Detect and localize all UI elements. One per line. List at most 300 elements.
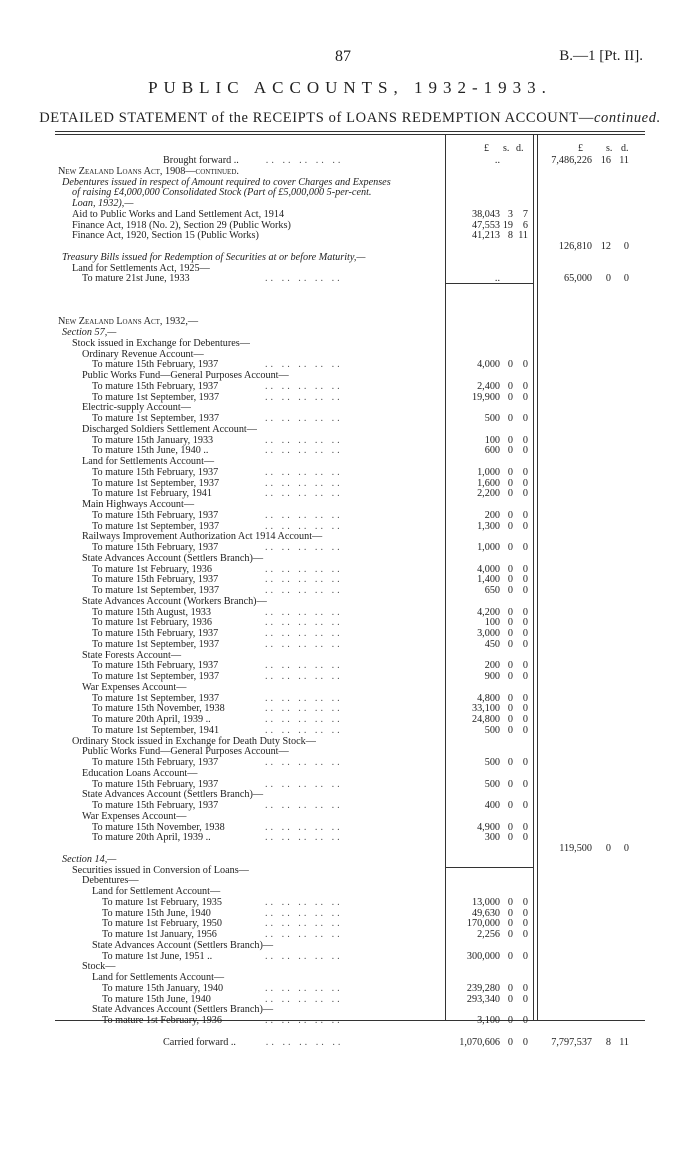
col1-amount-pounds: 38,043 bbox=[471, 208, 500, 220]
row-description: To mature 15th February, 1937 bbox=[92, 757, 219, 768]
col1-amount-pounds: 500 bbox=[484, 757, 500, 768]
col1-amount-shillings: 0 bbox=[507, 606, 513, 618]
col1-amount-shillings: 0 bbox=[507, 413, 513, 424]
ledger-row bbox=[0, 177, 700, 188]
col2-amount-pence: 11 bbox=[619, 1036, 629, 1048]
col2-amount-pence: 11 bbox=[619, 155, 629, 166]
leader-dots: .. .. .. .. .. bbox=[265, 606, 343, 618]
ledger-row bbox=[0, 725, 700, 736]
ledger-row bbox=[0, 736, 700, 747]
row-description: Land for Settlements Act, 1925— bbox=[72, 262, 210, 274]
ledger-row bbox=[0, 467, 700, 478]
col1-amount-pounds: 3,100 bbox=[477, 1015, 500, 1026]
col1-amount-pence: 0 bbox=[522, 778, 528, 790]
leader-dots: .. .. .. .. .. bbox=[265, 520, 343, 532]
col1-amount-pence: 0 bbox=[522, 445, 528, 457]
col1-amount-pounds: 1,600 bbox=[477, 477, 500, 489]
row-description: To mature 1st February, 1935 bbox=[102, 896, 222, 908]
row-description: Section 14,— bbox=[62, 853, 117, 865]
col1-pence-header: d. bbox=[516, 143, 524, 154]
ledger-row bbox=[0, 843, 700, 854]
row-description: To mature 1st February, 1941 bbox=[92, 488, 212, 500]
col1-amount-pounds: 500 bbox=[484, 724, 500, 736]
col1-amount-pounds: 1,070,606 bbox=[459, 1036, 500, 1048]
leader-dots: .. .. .. .. .. bbox=[265, 477, 343, 489]
col1-amount-pounds: 1,000 bbox=[477, 542, 500, 553]
ledger-row bbox=[0, 714, 700, 725]
col1-amount-pence: 0 bbox=[522, 896, 528, 908]
row-description: To mature 1st September, 1937 bbox=[92, 638, 220, 650]
col2-shilling-header: s. bbox=[606, 143, 613, 154]
row-description: To mature 15th January, 1940 bbox=[102, 982, 224, 994]
col1-amount-shillings: 0 bbox=[507, 1036, 513, 1048]
ledger-row bbox=[0, 553, 700, 564]
ledger-row bbox=[0, 166, 700, 177]
col1-amount-shillings: 0 bbox=[507, 982, 513, 994]
col1-amount-pounds: 600 bbox=[484, 445, 500, 457]
leader-dots: .. .. .. .. .. bbox=[265, 542, 343, 553]
row-description: To mature 20th April, 1939 .. bbox=[92, 714, 211, 725]
ledger-row bbox=[0, 875, 700, 886]
ledger-row bbox=[0, 972, 700, 983]
leader-dots: .. .. .. .. .. bbox=[265, 821, 343, 833]
col1-amount-pounds: 200 bbox=[484, 509, 500, 521]
ledger-row bbox=[0, 768, 700, 779]
row-description: To mature 15th June, 1940 .. bbox=[92, 445, 209, 457]
col1-amount-pence: 0 bbox=[522, 832, 528, 844]
col1-amount-shillings: 0 bbox=[507, 703, 513, 715]
col1-amount-pence: 0 bbox=[522, 434, 528, 446]
col1-amount-pounds: 300,000 bbox=[466, 950, 500, 962]
leader-dots: .. .. .. .. .. bbox=[265, 434, 343, 446]
leader-dots: .. .. .. .. .. bbox=[265, 703, 343, 715]
col1-amount-shillings: 0 bbox=[507, 391, 513, 403]
row-description: To mature 21st June, 1933 bbox=[82, 273, 190, 285]
col1-amount-pence: 0 bbox=[522, 628, 528, 639]
leader-dots: .. .. .. .. .. bbox=[265, 993, 343, 1005]
col1-amount-shillings: 0 bbox=[507, 628, 513, 639]
leader-dots: .. .. .. .. .. bbox=[265, 918, 343, 930]
leader-dots: .. .. .. .. .. bbox=[265, 380, 343, 392]
ledger-row bbox=[0, 230, 700, 241]
ledger-row bbox=[0, 359, 700, 370]
row-description: To mature 15th January, 1933 bbox=[92, 434, 214, 446]
ledger-row bbox=[0, 1026, 700, 1037]
leader-dots: .. .. .. .. .. bbox=[265, 757, 343, 768]
ledger-row bbox=[0, 693, 700, 704]
col1-amount-shillings: 0 bbox=[507, 477, 513, 489]
col2-pence-header: d. bbox=[621, 143, 629, 154]
ledger-row bbox=[0, 327, 700, 338]
leader-dots: .. .. .. .. .. bbox=[265, 413, 343, 424]
row-description: To mature 1st January, 1956 bbox=[102, 929, 217, 940]
col1-amount-shillings: 0 bbox=[507, 724, 513, 736]
ledger-row bbox=[0, 585, 700, 596]
row-description: State Advances Account (Workers Branch)— bbox=[82, 595, 267, 607]
col1-amount-pounds: 500 bbox=[484, 778, 500, 790]
leader-dots: .. .. .. .. .. bbox=[265, 628, 343, 639]
ledger-row bbox=[0, 542, 700, 553]
row-description: To mature 15th June, 1940 bbox=[102, 993, 211, 1005]
ledger-row bbox=[0, 435, 700, 446]
col1-amount-pence: 0 bbox=[522, 563, 528, 575]
row-description: Finance Act, 1918 (No. 2), Section 29 (Public Works) bbox=[72, 219, 291, 231]
ledger-row bbox=[0, 908, 700, 919]
ledger-row bbox=[0, 220, 700, 231]
col1-shilling-header: s. bbox=[503, 143, 510, 154]
ledger-row bbox=[0, 779, 700, 790]
row-description: Debentures— bbox=[82, 875, 139, 887]
row-description: State Advances Account (Settlers Branch)— bbox=[92, 939, 274, 951]
row-description: To mature 1st September, 1937 bbox=[92, 585, 220, 596]
leader-dots: .. .. .. .. .. bbox=[265, 574, 343, 586]
col2-amount-pounds: 65,000 bbox=[563, 273, 592, 285]
col1-amount-shillings: 0 bbox=[507, 1015, 513, 1026]
ledger-row bbox=[0, 370, 700, 381]
row-description: To mature 1st September, 1937 bbox=[92, 477, 220, 489]
leader-dots: .. .. .. .. .. bbox=[265, 950, 343, 962]
ledger-row bbox=[0, 961, 700, 972]
col1-amount-pounds: 900 bbox=[484, 671, 500, 682]
ledger-row bbox=[0, 306, 700, 317]
subtitle-continued: continued. bbox=[593, 110, 661, 126]
col1-amount-pence: 0 bbox=[522, 1015, 528, 1026]
col1-amount-pence: 0 bbox=[522, 982, 528, 994]
col1-amount-shillings: 0 bbox=[507, 520, 513, 532]
ledger-row bbox=[0, 660, 700, 671]
row-description: State Advances Account (Settlers Branch)— bbox=[82, 789, 264, 801]
ledger-row bbox=[0, 607, 700, 618]
row-description: To mature 15th February, 1937 bbox=[92, 574, 219, 586]
row-description: Treasury Bills issued for Redemption of Securities at or before Maturity,— bbox=[62, 251, 366, 263]
col1-amount-shillings: 0 bbox=[507, 660, 513, 672]
ledger-row bbox=[0, 800, 700, 811]
col2-amount-pounds: 119,500 bbox=[559, 843, 592, 854]
col1-amount-shillings: 0 bbox=[507, 574, 513, 586]
col1-amount-shillings: 0 bbox=[507, 929, 513, 940]
leader-dots: .. .. .. .. .. bbox=[265, 155, 344, 166]
row-description: Railways Improvement Authorization Act 1914 Account— bbox=[82, 531, 323, 543]
row-description: Stock— bbox=[82, 961, 116, 973]
col1-amount-pence: 0 bbox=[522, 606, 528, 618]
row-description: To mature 1st February, 1936 bbox=[102, 1015, 222, 1026]
leader-dots: .. .. .. .. .. bbox=[265, 488, 343, 500]
col1-amount-pounds: 293,340 bbox=[466, 993, 500, 1005]
row-description: State Forests Account— bbox=[82, 649, 182, 661]
row-description: Land for Settlement Account— bbox=[92, 886, 221, 897]
col2-amount-shillings: 16 bbox=[600, 155, 611, 166]
ledger-row bbox=[0, 273, 700, 284]
col1-amount-pence: 0 bbox=[522, 907, 528, 919]
ledger-row bbox=[0, 402, 700, 413]
col2-amount-pounds: 7,797,537 bbox=[551, 1036, 592, 1048]
col1-amount-pence: 0 bbox=[522, 703, 528, 715]
col1-amount-shillings: 0 bbox=[507, 832, 513, 844]
leader-dots: .. .. .. .. .. bbox=[265, 509, 343, 521]
row-description: Electric-supply Account— bbox=[82, 402, 191, 414]
ledger-row bbox=[0, 811, 700, 822]
row-description: Finance Act, 1920, Section 15 (Public Works) bbox=[72, 230, 259, 242]
ledger-row bbox=[0, 187, 700, 198]
ledger-row bbox=[0, 854, 700, 865]
col1-amount-pence: 0 bbox=[522, 638, 528, 650]
row-description: To mature 15th November, 1938 bbox=[92, 703, 225, 715]
row-description: War Expenses Account— bbox=[82, 681, 187, 693]
leader-dots: .. .. .. .. .. bbox=[265, 391, 343, 403]
col1-amount-pounds: 2,256 bbox=[477, 929, 500, 940]
row-description: of raising £4,000,000 Consolidated Stock (Part of £5,000,000 5-per-cent. bbox=[72, 187, 372, 199]
col1-amount-pence: 0 bbox=[522, 724, 528, 736]
leader-dots: .. .. .. .. .. bbox=[265, 692, 343, 704]
col1-amount-pence: 0 bbox=[522, 488, 528, 500]
ledger-row bbox=[0, 822, 700, 833]
col1-amount-pounds: 24,800 bbox=[471, 714, 500, 725]
col1-amount-pence: 0 bbox=[522, 692, 528, 704]
col1-amount-shillings: 0 bbox=[507, 918, 513, 930]
col1-amount-shillings: 0 bbox=[507, 509, 513, 521]
ledger-row bbox=[0, 1037, 700, 1048]
leader-dots: .. .. .. .. .. bbox=[265, 617, 343, 629]
row-description: Aid to Public Works and Land Settlement Act, 1914 bbox=[72, 208, 285, 220]
row-description: To mature 1st September, 1937 bbox=[92, 413, 220, 424]
leader-dots: .. .. .. .. .. bbox=[265, 660, 343, 672]
ledger-row bbox=[0, 1004, 700, 1015]
col1-amount-shillings: 19 bbox=[502, 219, 513, 231]
row-description: War Expenses Account— bbox=[82, 810, 187, 822]
row-description: To mature 15th June, 1940 bbox=[102, 907, 211, 919]
ledger-row bbox=[0, 381, 700, 392]
leader-dots: .. .. .. .. .. bbox=[265, 800, 343, 811]
row-description: Main Highways Account— bbox=[82, 499, 195, 510]
col1-amount-pence: 0 bbox=[522, 391, 528, 403]
col2-amount-pounds: 126,810 bbox=[558, 241, 592, 252]
row-description: Section 57,— bbox=[62, 327, 117, 338]
ledger-row bbox=[0, 940, 700, 951]
row-description: Land for Settlements Account— bbox=[92, 972, 225, 983]
col1-amount-pence: 0 bbox=[522, 671, 528, 682]
row-description: State Advances Account (Settlers Branch)— bbox=[92, 1004, 274, 1016]
ledger-row bbox=[0, 865, 700, 876]
col1-amount-pence: 0 bbox=[522, 1036, 528, 1048]
col1-amount-pence: 0 bbox=[522, 380, 528, 392]
col2-amount-shillings: 0 bbox=[605, 273, 611, 285]
ledger-row bbox=[0, 284, 700, 295]
col2-amount-shillings: 12 bbox=[600, 241, 611, 252]
col2-pound-header: £ bbox=[578, 143, 583, 154]
leader-dots: .. .. .. .. .. bbox=[265, 832, 343, 844]
ledger-row bbox=[0, 349, 700, 360]
ledger-row bbox=[0, 951, 700, 962]
leader-dots: .. .. .. .. .. bbox=[265, 563, 343, 575]
row-description: Discharged Soldiers Settlement Account— bbox=[82, 423, 257, 435]
col1-amount-pence: 0 bbox=[522, 574, 528, 586]
leader-dots: .. .. .. .. .. bbox=[265, 1036, 344, 1048]
ledger-row bbox=[0, 209, 700, 220]
ledger-row bbox=[0, 994, 700, 1005]
col1-amount-shillings: 3 bbox=[507, 208, 513, 220]
ledger-row bbox=[0, 413, 700, 424]
page-title: PUBLIC ACCOUNTS, 1932-1933. bbox=[148, 78, 552, 97]
leader-dots: .. .. .. .. .. bbox=[265, 585, 343, 596]
col1-amount-shillings: 0 bbox=[507, 585, 513, 596]
col1-amount-pounds: .. bbox=[494, 273, 500, 285]
col1-amount-pounds: 239,280 bbox=[466, 982, 500, 994]
leader-dots: .. .. .. .. .. bbox=[265, 929, 343, 940]
row-description: Brought forward .. bbox=[163, 155, 239, 166]
col1-amount-pounds: 400 bbox=[484, 800, 500, 811]
col2-amount-shillings: 8 bbox=[605, 1036, 611, 1048]
col1-amount-pounds: 1,300 bbox=[477, 520, 500, 532]
row-description: To mature 20th April, 1939 .. bbox=[92, 832, 211, 844]
ledger-row bbox=[0, 650, 700, 661]
ledger-row bbox=[0, 617, 700, 628]
row-description: Education Loans Account— bbox=[82, 767, 198, 779]
row-description: To mature 15th August, 1933 bbox=[92, 606, 211, 618]
ledger-row bbox=[0, 746, 700, 757]
col1-amount-shillings: 0 bbox=[507, 896, 513, 908]
page-number: 87 bbox=[335, 48, 351, 65]
col1-amount-shillings: 8 bbox=[507, 230, 513, 242]
ledger-row bbox=[0, 789, 700, 800]
col1-amount-pounds: 1,400 bbox=[477, 574, 500, 586]
col1-amount-shillings: 0 bbox=[507, 800, 513, 811]
col1-amount-pence: 0 bbox=[522, 542, 528, 553]
col1-amount-shillings: 0 bbox=[507, 617, 513, 629]
subtitle-main: DETAILED STATEMENT of the RECEIPTS of LOANS REDEMPTION ACCOUNT— bbox=[39, 110, 594, 126]
col1-amount-pounds: 650 bbox=[484, 585, 500, 596]
ledger-row bbox=[0, 316, 700, 327]
col1-amount-pence: 0 bbox=[522, 509, 528, 521]
col1-amount-pence: 0 bbox=[522, 993, 528, 1005]
col1-amount-pounds: 49,630 bbox=[471, 907, 500, 919]
row-description: To mature 15th November, 1938 bbox=[92, 821, 225, 833]
col1-amount-pence: 0 bbox=[522, 660, 528, 672]
row-description: To mature 1st September, 1937 bbox=[92, 391, 220, 403]
ledger-row bbox=[0, 488, 700, 499]
ledger-row bbox=[0, 929, 700, 940]
col1-amount-pence: 0 bbox=[522, 617, 528, 629]
row-description: To mature 1st June, 1951 .. bbox=[102, 950, 213, 962]
col1-amount-pounds: 3,000 bbox=[477, 628, 500, 639]
ledger-row bbox=[0, 639, 700, 650]
col1-amount-shillings: 0 bbox=[507, 714, 513, 725]
col1-amount-pounds: 19,900 bbox=[471, 391, 500, 403]
col1-amount-pence: 0 bbox=[522, 466, 528, 478]
col2-amount-pounds: 7,486,226 bbox=[551, 155, 592, 166]
col1-amount-shillings: 0 bbox=[507, 907, 513, 919]
row-description: State Advances Account (Settlers Branch)— bbox=[82, 552, 264, 564]
col1-amount-pounds: 450 bbox=[484, 638, 500, 650]
leader-dots: .. .. .. .. .. bbox=[265, 359, 343, 371]
leader-dots: .. .. .. .. .. bbox=[265, 907, 343, 919]
leader-dots: .. .. .. .. .. bbox=[265, 714, 343, 725]
col1-amount-pounds: 4,000 bbox=[477, 359, 500, 371]
ledger-row bbox=[0, 198, 700, 209]
leader-dots: .. .. .. .. .. bbox=[265, 778, 343, 790]
ledger-row bbox=[0, 295, 700, 306]
leader-dots: .. .. .. .. .. bbox=[265, 445, 343, 457]
ledger-row bbox=[0, 886, 700, 897]
ledger-row bbox=[0, 510, 700, 521]
ledger-row bbox=[0, 671, 700, 682]
row-description: To mature 15th February, 1937 bbox=[92, 466, 219, 478]
col1-amount-shillings: 0 bbox=[507, 692, 513, 704]
row-description: Loan, 1932),— bbox=[72, 198, 134, 209]
row-description: To mature 15th February, 1937 bbox=[92, 628, 219, 639]
col1-amount-shillings: 0 bbox=[507, 542, 513, 553]
ledger-row bbox=[0, 757, 700, 768]
col1-amount-pence: 0 bbox=[522, 918, 528, 930]
col1-amount-pence: 0 bbox=[522, 413, 528, 424]
col1-amount-pounds: 200 bbox=[484, 660, 500, 672]
row-description: To mature 1st September, 1937 bbox=[92, 520, 220, 532]
leader-dots: .. .. .. .. .. bbox=[265, 896, 343, 908]
ledger-row bbox=[0, 596, 700, 607]
col1-amount-pounds: 41,213 bbox=[471, 230, 500, 242]
ledger-row bbox=[0, 263, 700, 274]
col1-amount-pounds: 170,000 bbox=[466, 918, 500, 930]
col1-amount-pounds: 300 bbox=[484, 832, 500, 844]
col1-amount-pounds: 4,900 bbox=[477, 821, 500, 833]
col1-amount-shillings: 0 bbox=[507, 563, 513, 575]
col1-amount-shillings: 0 bbox=[507, 993, 513, 1005]
col1-amount-pence: 0 bbox=[522, 714, 528, 725]
row-description: Stock issued in Exchange for Debentures— bbox=[72, 337, 250, 349]
ledger-row bbox=[0, 445, 700, 456]
ledger-row bbox=[0, 252, 700, 263]
col1-amount-shillings: 0 bbox=[507, 488, 513, 500]
col1-amount-pounds: 13,000 bbox=[471, 896, 500, 908]
col1-amount-pence: 0 bbox=[522, 757, 528, 768]
col1-amount-pounds: 2,200 bbox=[477, 488, 500, 500]
ledger-row bbox=[0, 832, 700, 843]
col2-amount-pence: 0 bbox=[623, 241, 629, 252]
col2-amount-pence: 0 bbox=[623, 273, 629, 285]
col1-amount-pounds: 100 bbox=[484, 434, 500, 446]
leader-dots: .. .. .. .. .. bbox=[265, 724, 343, 736]
row-description: To mature 1st February, 1950 bbox=[102, 918, 222, 930]
leader-dots: .. .. .. .. .. bbox=[265, 638, 343, 650]
ledger-row bbox=[0, 1015, 700, 1026]
row-description: Public Works Fund—General Purposes Account— bbox=[82, 746, 289, 758]
row-description: To mature 15th February, 1937 bbox=[92, 542, 219, 553]
leader-dots: .. .. .. .. .. bbox=[265, 466, 343, 478]
ledger-row bbox=[0, 499, 700, 510]
col1-amount-pounds: 47,553 bbox=[471, 219, 500, 231]
col1-amount-pence: 7 bbox=[522, 208, 528, 220]
row-description: To mature 15th February, 1937 bbox=[92, 509, 219, 521]
row-description: To mature 15th February, 1937 bbox=[92, 359, 219, 371]
row-description: To mature 1st September, 1941 bbox=[92, 724, 220, 736]
col1-amount-pence: 0 bbox=[522, 929, 528, 940]
col1-amount-pence: 0 bbox=[522, 477, 528, 489]
col1-amount-pounds: 4,200 bbox=[477, 606, 500, 618]
ledger-row bbox=[0, 521, 700, 532]
col1-amount-pounds: 2,400 bbox=[477, 380, 500, 392]
row-description: Debentures issued in respect of Amount required to cover Charges and Expenses bbox=[62, 176, 391, 188]
col1-amount-pence: 11 bbox=[518, 230, 528, 242]
ledger-row bbox=[0, 338, 700, 349]
row-description: New Zealand Loans Act, 1908—continued. bbox=[58, 165, 239, 177]
row-description: To mature 1st February, 1936 bbox=[92, 563, 212, 575]
ledger-row bbox=[0, 155, 700, 166]
col1-amount-shillings: 0 bbox=[507, 950, 513, 962]
row-description: New Zealand Loans Act, 1932,— bbox=[58, 316, 199, 328]
ledger-row bbox=[0, 241, 700, 252]
row-description: Land for Settlements Account— bbox=[82, 456, 215, 467]
col1-amount-pence: 0 bbox=[522, 520, 528, 532]
leader-dots: .. .. .. .. .. bbox=[265, 273, 343, 285]
